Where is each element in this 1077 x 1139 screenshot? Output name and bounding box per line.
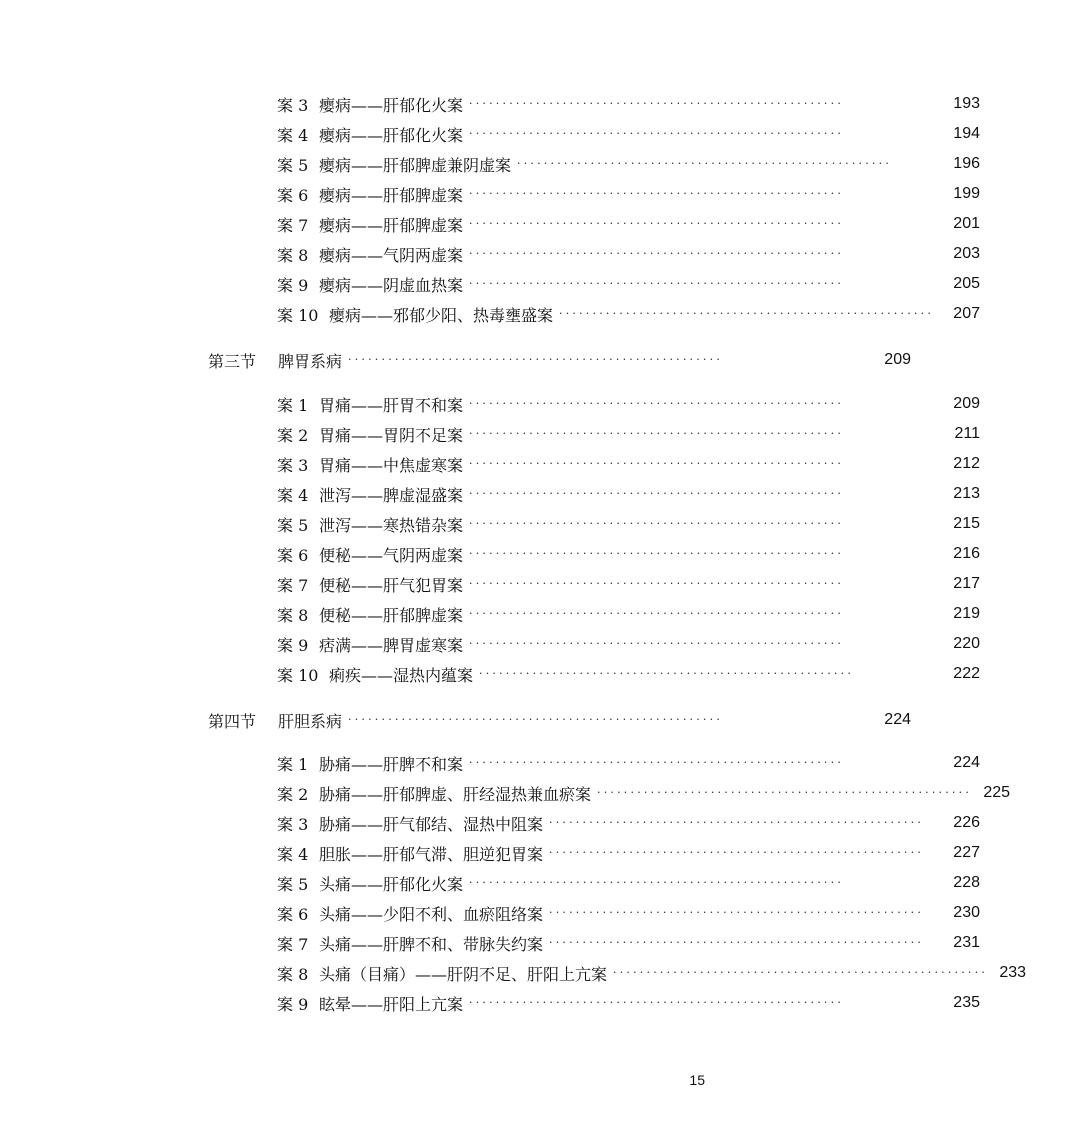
case-title: 瘿病——肝郁脾虚案 — [319, 185, 464, 205]
case-number: 案 4 — [277, 485, 309, 505]
dot-leader: ························································ — [549, 816, 925, 829]
toc-entry[interactable] — [0, 239, 1077, 269]
toc-entry[interactable] — [0, 89, 1077, 119]
case-title: 胆胀——肝郁气滞、胆逆犯胃案 — [319, 844, 544, 864]
dot-leader: ························································ — [469, 217, 845, 230]
dot-leader: ························································ — [469, 187, 845, 200]
page-ref: 222 — [953, 665, 980, 682]
page-ref: 230 — [953, 904, 980, 921]
case-number: 案 8 — [277, 605, 309, 625]
dot-leader: ························································ — [469, 637, 845, 650]
dot-leader: ························································ — [469, 487, 845, 500]
case-title: 胃痛——胃阴不足案 — [319, 425, 464, 445]
dot-leader: ························································ — [469, 97, 845, 110]
case-title: 痢疾——湿热内蕴案 — [329, 665, 474, 685]
page-ref: 201 — [953, 215, 980, 232]
dot-leader: ························································ — [469, 277, 845, 290]
page-ref: 216 — [953, 545, 980, 562]
case-title: 便秘——肝气犯胃案 — [319, 575, 464, 595]
case-title: 胁痛——肝郁脾虚、肝经湿热兼血瘀案 — [319, 784, 592, 804]
case-number: 案 9 — [277, 275, 309, 295]
dot-leader: ························································ — [469, 427, 845, 440]
dot-leader: ························································ — [613, 966, 989, 979]
page-ref: 209 — [953, 395, 980, 412]
case-number: 案 5 — [277, 155, 309, 175]
page-ref: 203 — [953, 245, 980, 262]
toc-entry[interactable] — [0, 119, 1077, 149]
page-ref: 193 — [953, 95, 980, 112]
toc-entry[interactable] — [0, 748, 1077, 778]
case-number: 案 2 — [277, 784, 309, 804]
section-number: 第三节 — [208, 351, 257, 371]
case-title: 泄泻——寒热错杂案 — [319, 515, 464, 535]
toc-section-heading[interactable] — [0, 705, 1008, 735]
toc-entry[interactable] — [0, 389, 1077, 419]
toc-entry[interactable] — [0, 539, 1077, 569]
case-number: 案 3 — [277, 95, 309, 115]
case-number: 案 2 — [277, 425, 309, 445]
case-number: 案 5 — [277, 874, 309, 894]
toc-entry[interactable] — [0, 299, 1077, 329]
page-ref: 213 — [953, 485, 980, 502]
toc-entry[interactable] — [0, 988, 1077, 1018]
case-title: 痞满——脾胃虚寒案 — [319, 635, 464, 655]
page-ref: 224 — [953, 754, 980, 771]
toc-entry[interactable] — [0, 479, 1077, 509]
case-number: 案 10 — [277, 665, 319, 685]
case-title: 胃痛——中焦虚寒案 — [319, 455, 464, 475]
page-ref: 196 — [953, 155, 980, 172]
page-ref: 207 — [953, 305, 980, 322]
case-number: 案 7 — [277, 934, 309, 954]
dot-leader: ························································ — [469, 756, 845, 769]
case-title: 头痛——少阳不利、血瘀阻络案 — [319, 904, 544, 924]
page-ref: 217 — [953, 575, 980, 592]
toc-entry[interactable] — [0, 958, 1077, 988]
dot-leader: ························································ — [469, 397, 845, 410]
dot-leader: ························································ — [469, 876, 845, 889]
page-ref: 209 — [884, 351, 911, 368]
case-number: 案 8 — [277, 964, 309, 984]
page-ref: 219 — [953, 605, 980, 622]
case-title: 便秘——气阴两虚案 — [319, 545, 464, 565]
case-number: 案 8 — [277, 245, 309, 265]
dot-leader: ························································ — [469, 127, 845, 140]
case-title: 瘿病——肝郁化火案 — [319, 95, 464, 115]
case-title: 胁痛——肝气郁结、湿热中阻案 — [319, 814, 544, 834]
case-title: 头痛——肝郁化火案 — [319, 874, 464, 894]
toc-entry[interactable] — [0, 509, 1077, 539]
case-number: 案 7 — [277, 575, 309, 595]
page-ref: 231 — [953, 934, 980, 951]
case-title: 瘿病——肝郁化火案 — [319, 125, 464, 145]
page-ref: 224 — [884, 711, 911, 728]
page-ref: 233 — [999, 964, 1027, 981]
case-title: 瘿病——气阴两虚案 — [319, 245, 464, 265]
page-number: 15 — [689, 1072, 705, 1088]
case-number: 案 3 — [277, 814, 309, 834]
toc-entry[interactable] — [0, 928, 1077, 958]
case-number: 案 5 — [277, 515, 309, 535]
page-ref: 212 — [953, 455, 980, 472]
dot-leader: ························································ — [597, 786, 973, 799]
page-ref: 226 — [953, 814, 980, 831]
toc-entry[interactable] — [0, 449, 1077, 479]
case-title: 瘿病——阴虚血热案 — [319, 275, 464, 295]
toc-entry[interactable] — [0, 419, 1077, 449]
dot-leader: ························································ — [479, 667, 855, 680]
case-number: 案 6 — [277, 904, 309, 924]
case-title: 泄泻——脾虚湿盛案 — [319, 485, 464, 505]
case-number: 案 9 — [277, 994, 309, 1014]
case-title: 胃痛——肝胃不和案 — [319, 395, 464, 415]
case-title: 瘿病——肝郁脾虚案 — [319, 215, 464, 235]
toc-entry[interactable] — [0, 209, 1077, 239]
page-ref: 227 — [953, 844, 980, 861]
case-number: 案 6 — [277, 545, 309, 565]
toc-section-heading[interactable] — [0, 345, 1008, 375]
case-title: 便秘——肝郁脾虚案 — [319, 605, 464, 625]
case-title: 瘿病——肝郁脾虚兼阴虚案 — [319, 155, 512, 175]
toc-entry[interactable] — [0, 659, 1077, 689]
section-title: 肝胆系病 — [278, 711, 343, 731]
case-title: 头痛（目痛）——肝阴不足、肝阳上亢案 — [319, 964, 608, 984]
dot-leader: ························································ — [517, 157, 893, 170]
dot-leader: ························································ — [469, 996, 845, 1009]
case-title: 瘿病——邪郁少阳、热毒壅盛案 — [329, 305, 554, 325]
dot-leader: ························································ — [469, 517, 845, 530]
page-ref: 220 — [953, 635, 980, 652]
toc-entry[interactable] — [0, 868, 1077, 898]
dot-leader: ························································ — [549, 906, 925, 919]
toc-entry[interactable] — [0, 179, 1077, 209]
page-ref: 199 — [953, 185, 980, 202]
page-ref: 235 — [953, 994, 980, 1011]
case-number: 案 3 — [277, 455, 309, 475]
toc-entry[interactable] — [0, 808, 1077, 838]
case-number: 案 1 — [277, 395, 309, 415]
page-ref: 225 — [983, 784, 1011, 801]
dot-leader: ························································ — [559, 307, 935, 320]
toc-entry[interactable] — [0, 898, 1077, 928]
case-number: 案 1 — [277, 754, 309, 774]
case-title: 眩晕——肝阳上亢案 — [319, 994, 464, 1014]
toc-entry[interactable] — [0, 149, 1077, 179]
section-number: 第四节 — [208, 711, 257, 731]
toc-entry[interactable] — [0, 778, 1077, 808]
dot-leader: ························································ — [549, 846, 925, 859]
case-number: 案 6 — [277, 185, 309, 205]
dot-leader: ························································ — [549, 936, 925, 949]
dot-leader: ························································ — [348, 353, 724, 366]
dot-leader: ························································ — [348, 713, 724, 726]
case-number: 案 7 — [277, 215, 309, 235]
section-title: 脾胃系病 — [278, 351, 343, 371]
dot-leader: ························································ — [469, 577, 845, 590]
page-ref: 194 — [953, 125, 980, 142]
case-number: 案 4 — [277, 844, 309, 864]
case-title: 胁痛——肝脾不和案 — [319, 754, 464, 774]
case-number: 案 10 — [277, 305, 319, 325]
case-number: 案 4 — [277, 125, 309, 145]
dot-leader: ························································ — [469, 247, 845, 260]
toc-entry[interactable] — [0, 629, 1077, 659]
page-ref: 228 — [953, 874, 980, 891]
toc-entry[interactable] — [0, 599, 1077, 629]
page-ref: 205 — [953, 275, 980, 292]
toc-entry[interactable] — [0, 838, 1077, 868]
dot-leader: ························································ — [469, 607, 845, 620]
page-ref: 215 — [953, 515, 980, 532]
case-title: 头痛——肝脾不和、带脉失约案 — [319, 934, 544, 954]
toc-entry[interactable] — [0, 269, 1077, 299]
page-ref: 211 — [954, 425, 980, 442]
dot-leader: ························································ — [469, 547, 845, 560]
toc-entry[interactable] — [0, 569, 1077, 599]
dot-leader: ························································ — [469, 457, 845, 470]
case-number: 案 9 — [277, 635, 309, 655]
